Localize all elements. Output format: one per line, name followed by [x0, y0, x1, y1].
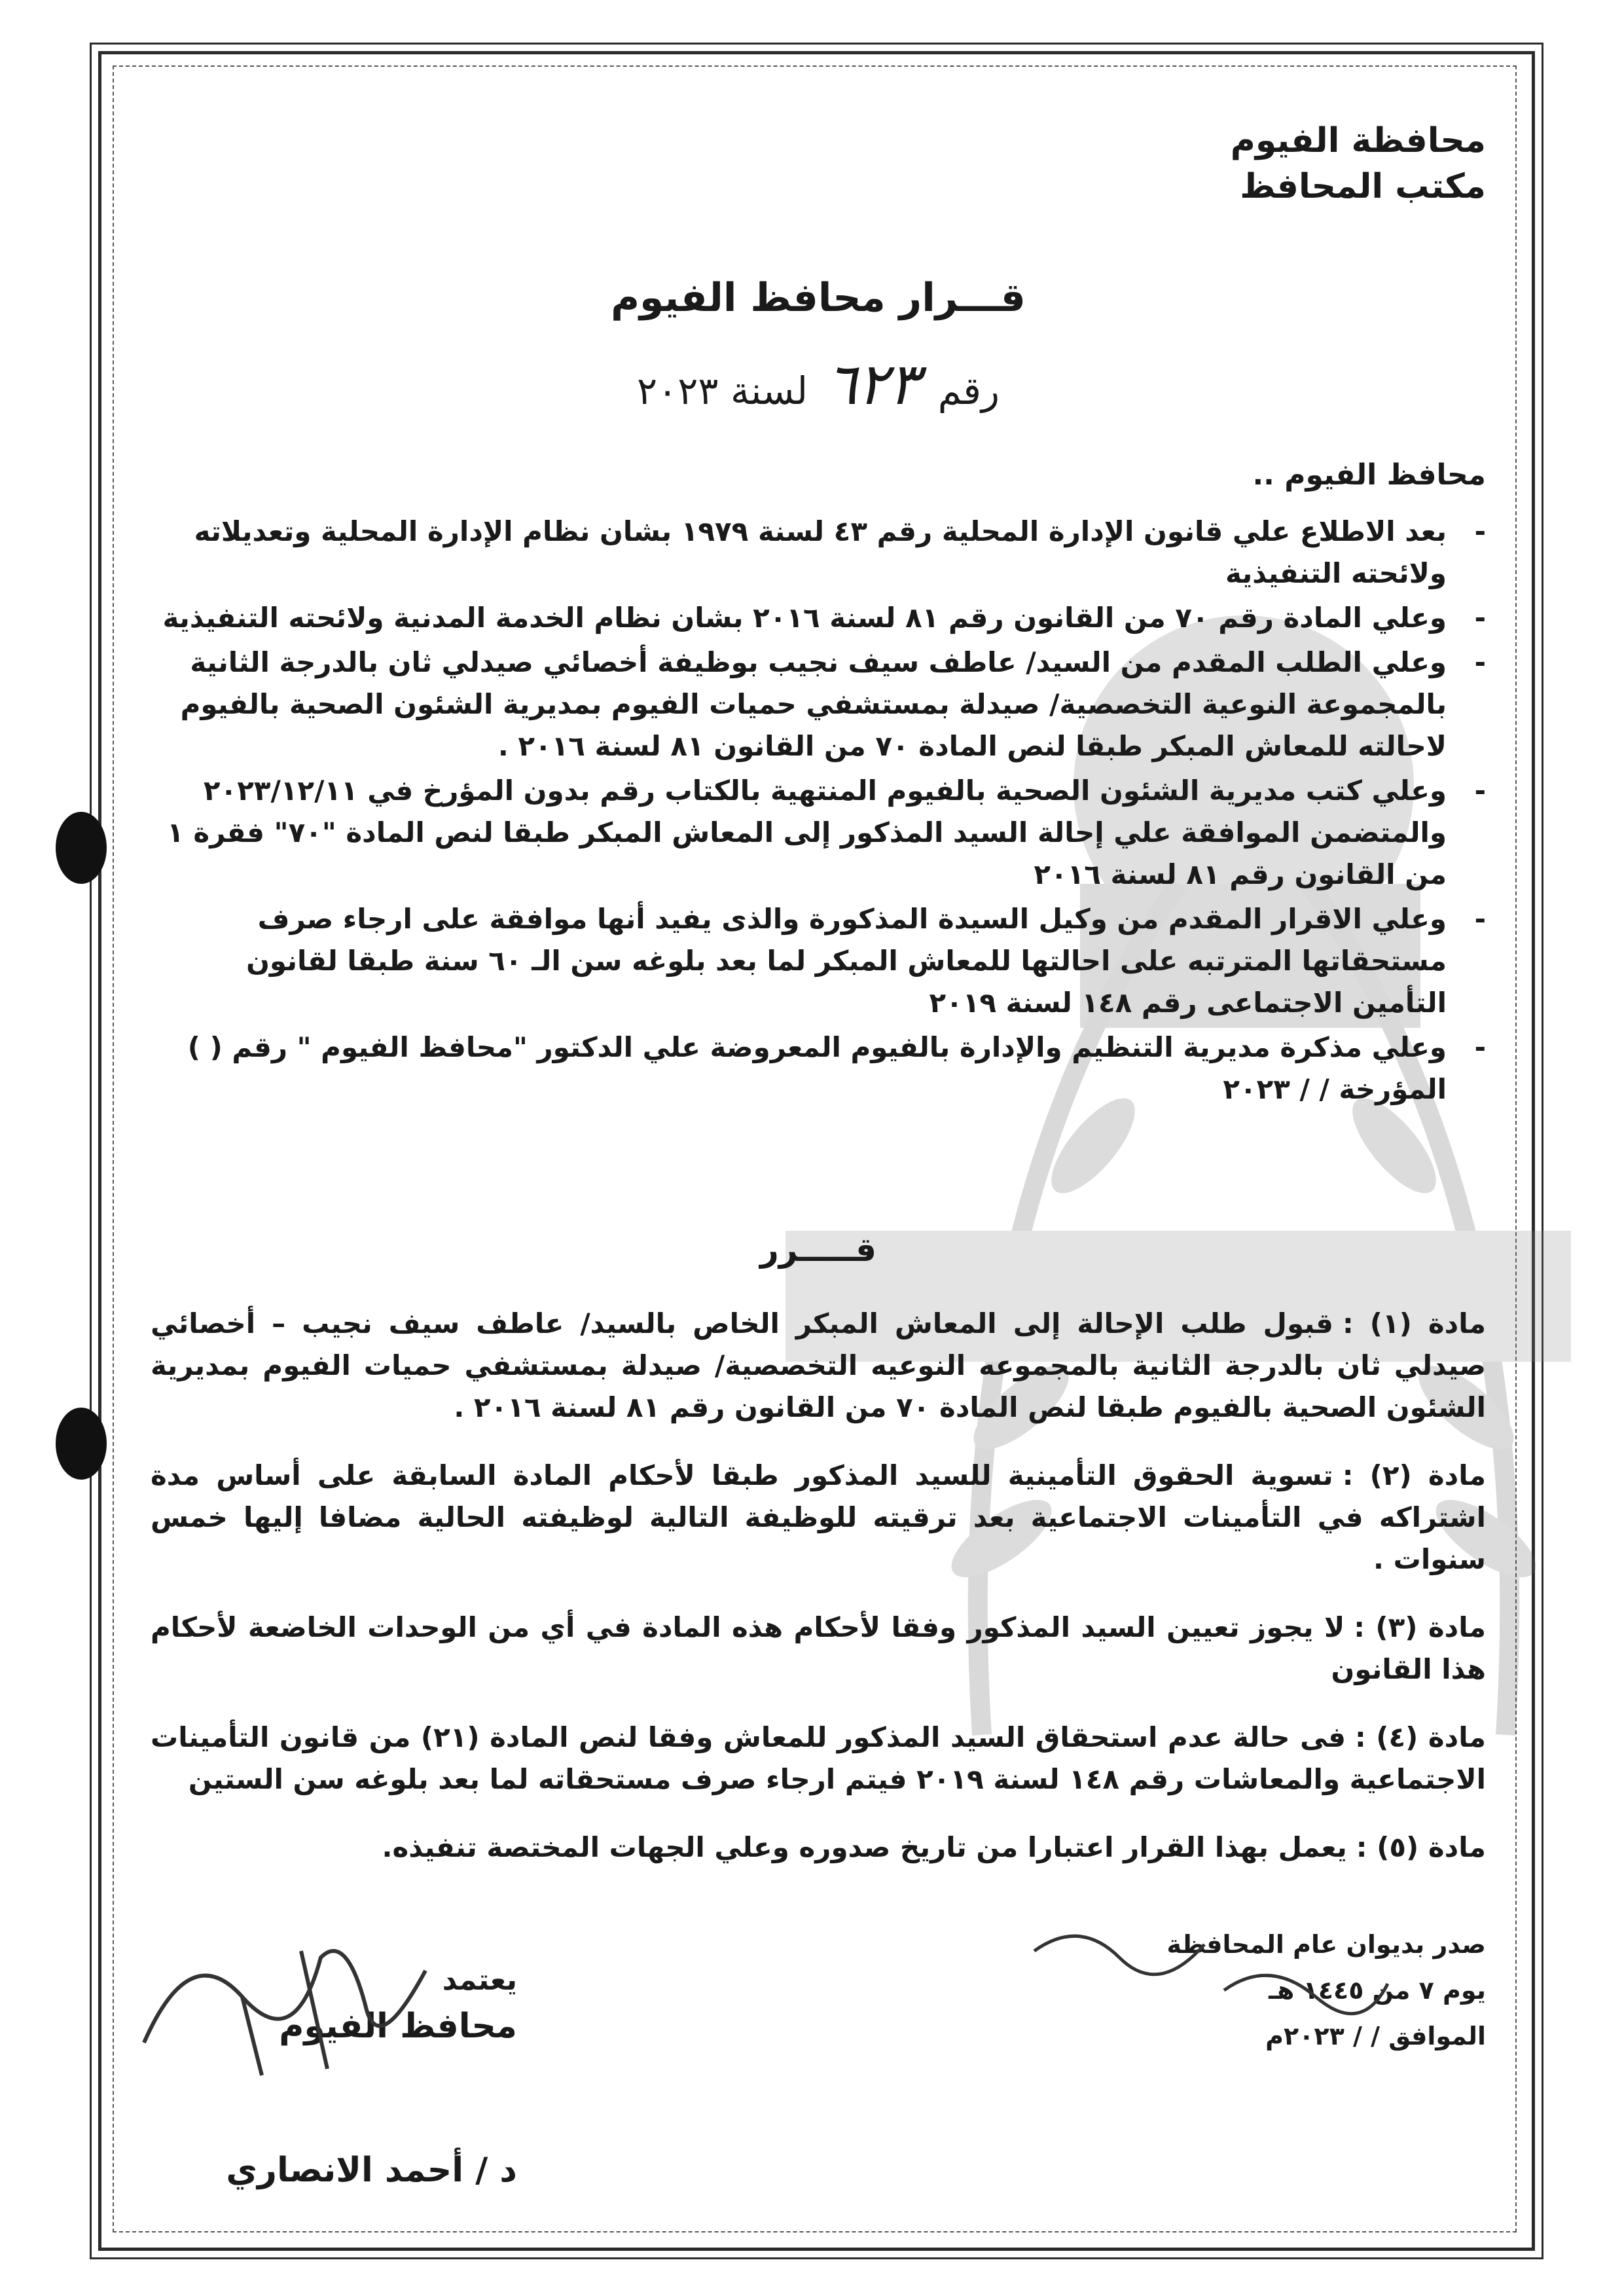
preamble-item: - وعلي المادة رقم ٧٠ من القانون رقم ٨١ لسنة ٢٠١٦ بشان نظام الخدمة المدنية ولائحته التنفيذية [151, 597, 1486, 639]
preamble-item: - وعلي مذكرة مديرية التنظيم والإدارة بالفيوم المعروضة علي الدكتور "محافظ الفيوم " رقم ( ) المؤرخة / / ٢٠٢٣ [151, 1027, 1486, 1110]
decree-number: ٦٢٣ [826, 350, 920, 418]
preamble-item: - وعلي الاقرار المقدم من وكيل السيدة المذكورة والذى يفيد أنها موافقة على ارجاء صرف مستحقاتها المترتبه على احالتها للمعاش المبكر لما بعد بلوغه سن الـ ٦٠ سنة طبقا لقانون التأمين الاجتماعى رقم ١٤٨ لسنة ٢٠١٩ [151, 898, 1486, 1024]
governorate-name: محافظة الفيوم [1230, 121, 1486, 160]
issuance-gregorian-date: الموافق / / ٢٠٢٣م [1265, 2022, 1486, 2050]
office-name: مكتب المحافظ [1240, 167, 1486, 206]
article [151, 1303, 1486, 1429]
approval-label: يعتمد [442, 1963, 517, 1997]
article-label: مادة (٤) : [1355, 1721, 1486, 1753]
preamble-item: - وعلي كتب مديرية الشئون الصحية بالفيوم المنتهية بالكتاب رقم بدون المؤرخ في ٢٠٢٣/١٢/١١ والمتضمن الموافقة علي إحالة السيد المذكور إلى المعاش المبكر طبقا لنص المادة "٧٠" فقرة ١ من القانون رقم ٨١ لسنة ٢٠١٦ [151, 770, 1486, 896]
decree-number-prefix: رقم [937, 369, 1000, 413]
salutation: محافظ الفيوم .. [1252, 458, 1486, 492]
issuance-hijri-date: يوم ٧ من ١٤٤٥ هـ [1269, 1976, 1486, 2005]
article [151, 1717, 1486, 1800]
signatory-name: د / أحمد الانصاري [226, 2151, 517, 2190]
article-label: مادة (٣) : [1354, 1611, 1486, 1643]
issuance-place: صدر بديوان عام المحافظة [1166, 1930, 1486, 1959]
preamble-item: - وعلي الطلب المقدم من السيد/ عاطف سيف نجيب بوظيفة أخصائي صيدلي ثان بالدرجة الثانية بالمجموعة النوعية التخصصية/ صيدلة بمستشفي حميات الفيوم بمديرية الشئون الصحية بالفيوم لاحالته للمعاش المبكر طبقا لنص المادة ٧٠ من القانون ٨١ لسنة ٢٠١٦ . [151, 642, 1486, 767]
article-text: فى حالة عدم استحقاق السيد المذكور للمعاش وفقا لنص المادة (٢١) من قانون التأمينات الاجتماعية والمعاشات رقم ١٤٨ لسنة ٢٠١٩ فيتم ارجاء صرف مستحقاته لما بعد بلوغه سن الستين [151, 1721, 1486, 1795]
letterhead [1231, 118, 1486, 210]
article [151, 1827, 1486, 1868]
handwritten-date-marks [1008, 1912, 1401, 2030]
article-text: تسوية الحقوق التأمينية للسيد المذكور طبقا لأحكام المادة السابقة على أساس مدة اشتراكه في التأمينات الاجتماعية بعد ترقيته للوظيفة التالية لوظيفته الحالية مضافا إليها خمس سنوات . [151, 1459, 1486, 1575]
articles-list [151, 1303, 1486, 1895]
preamble-item: - بعد الاطلاع علي قانون الإدارة المحلية رقم ٤٣ لسنة ١٩٧٩ بشان نظام الإدارة المحلية وتعديلاته ولائحته التنفيذية [151, 511, 1486, 594]
punch-hole-top [56, 812, 107, 884]
article-text: يعمل بهذا القرار اعتبارا من تاريخ صدوره وعلي الجهات المختصة تنفيذه. [382, 1831, 1347, 1863]
article [151, 1607, 1486, 1690]
article-label: مادة (٢) : [1342, 1459, 1486, 1491]
article-text: قبول طلب الإحالة إلى المعاش المبكر الخاص بالسيد/ عاطف سيف نجيب – أخصائي صيدلي ثان بالدرجة الثانية بالمجموعه النوعيه التخصصية/ صيدلة بمستشفي حميات الفيوم بمديرية الشئون الصحية بالفيوم طبقا لنص المادة ٧٠ من القانون رقم ٨١ لسنة ٢٠١٦ . [151, 1307, 1486, 1423]
article-label: مادة (٥) : [1356, 1831, 1486, 1863]
article [151, 1455, 1486, 1580]
decree-year: لسنة ٢٠٢٣ [636, 369, 808, 413]
decree-title: قـــرار محافظ الفيوم [611, 275, 1026, 321]
preamble-list [151, 511, 1486, 1113]
decree-number-line [151, 350, 1486, 418]
decision-heading: قـــــرر [759, 1231, 877, 1269]
handwritten-signature [131, 1912, 471, 2095]
punch-hole-bottom [56, 1408, 107, 1480]
article-label: مادة (١) : [1342, 1307, 1486, 1339]
article-text: لا يجوز تعيين السيد المذكور وفقا لأحكام هذه المادة في أي من الوحدات الخاضعة لأحكام هذا القانون [151, 1611, 1486, 1685]
signatory-title: محافظ الفيوم [279, 2007, 517, 2046]
